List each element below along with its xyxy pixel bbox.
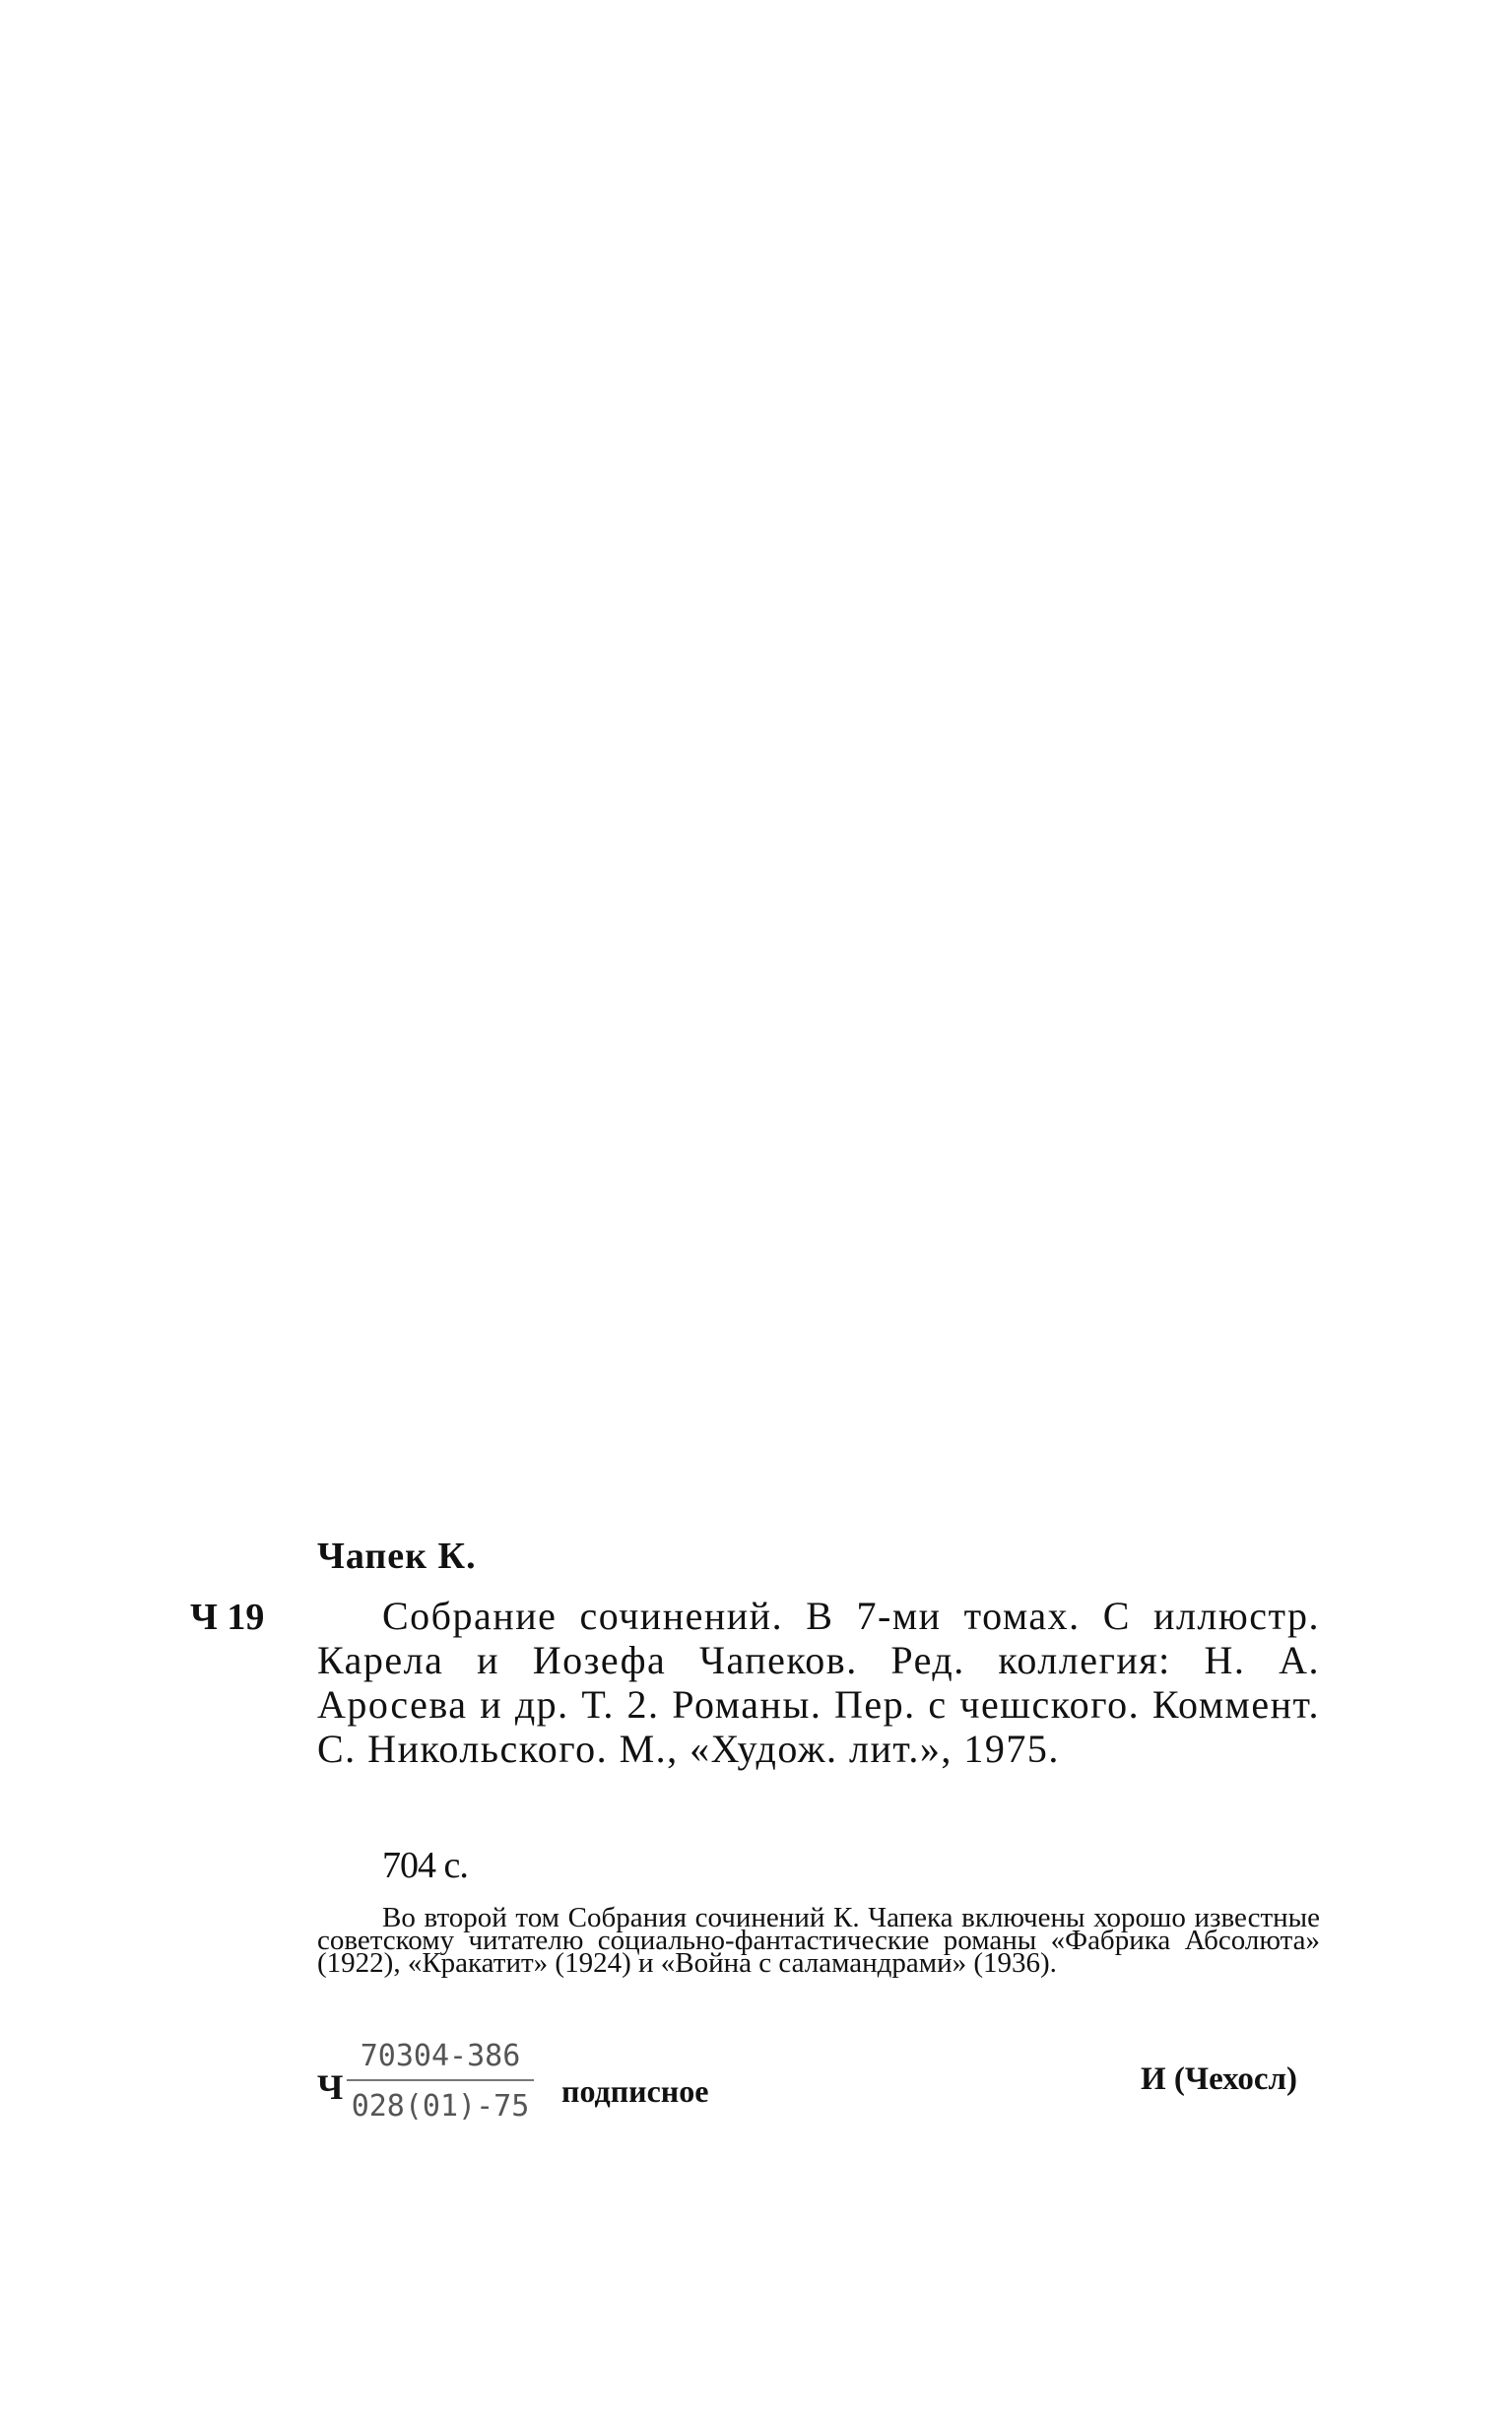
code-denominator: 028(01)-75	[351, 2089, 530, 2124]
annotation-text: Во второй том Собрания сочинений К. Чапека включены хорошо известные советскому читателю социально-фантастические романы «Фабрика Абсолюта» (1922), «Кракатит» (1924) и «Война с саламандрами» (1936).	[317, 1902, 1320, 1979]
classification-index: Ч 19	[190, 1597, 265, 1638]
code-numerator: 70304-386	[347, 2039, 534, 2081]
author-heading: Чапек К.	[317, 1536, 477, 1577]
publisher-code: И (Чехосл)	[1141, 2061, 1298, 2097]
subscription-label: подписное	[561, 2073, 709, 2109]
catalog-code-fraction	[347, 2039, 534, 2124]
page-count: 704 с.	[382, 1845, 468, 1886]
code-letter: Ч	[317, 2067, 344, 2107]
bibliographic-description: Собрание сочинений. В 7-ми томах. С иллюстр. Карела и Иозефа Чапеков. Ред. коллегия: Н. А. Аросева и др. Т. 2. Романы. Пер. с чешского. Коммент. С. Никольского. М., «Худож. лит.», 1975.	[317, 1594, 1320, 1771]
